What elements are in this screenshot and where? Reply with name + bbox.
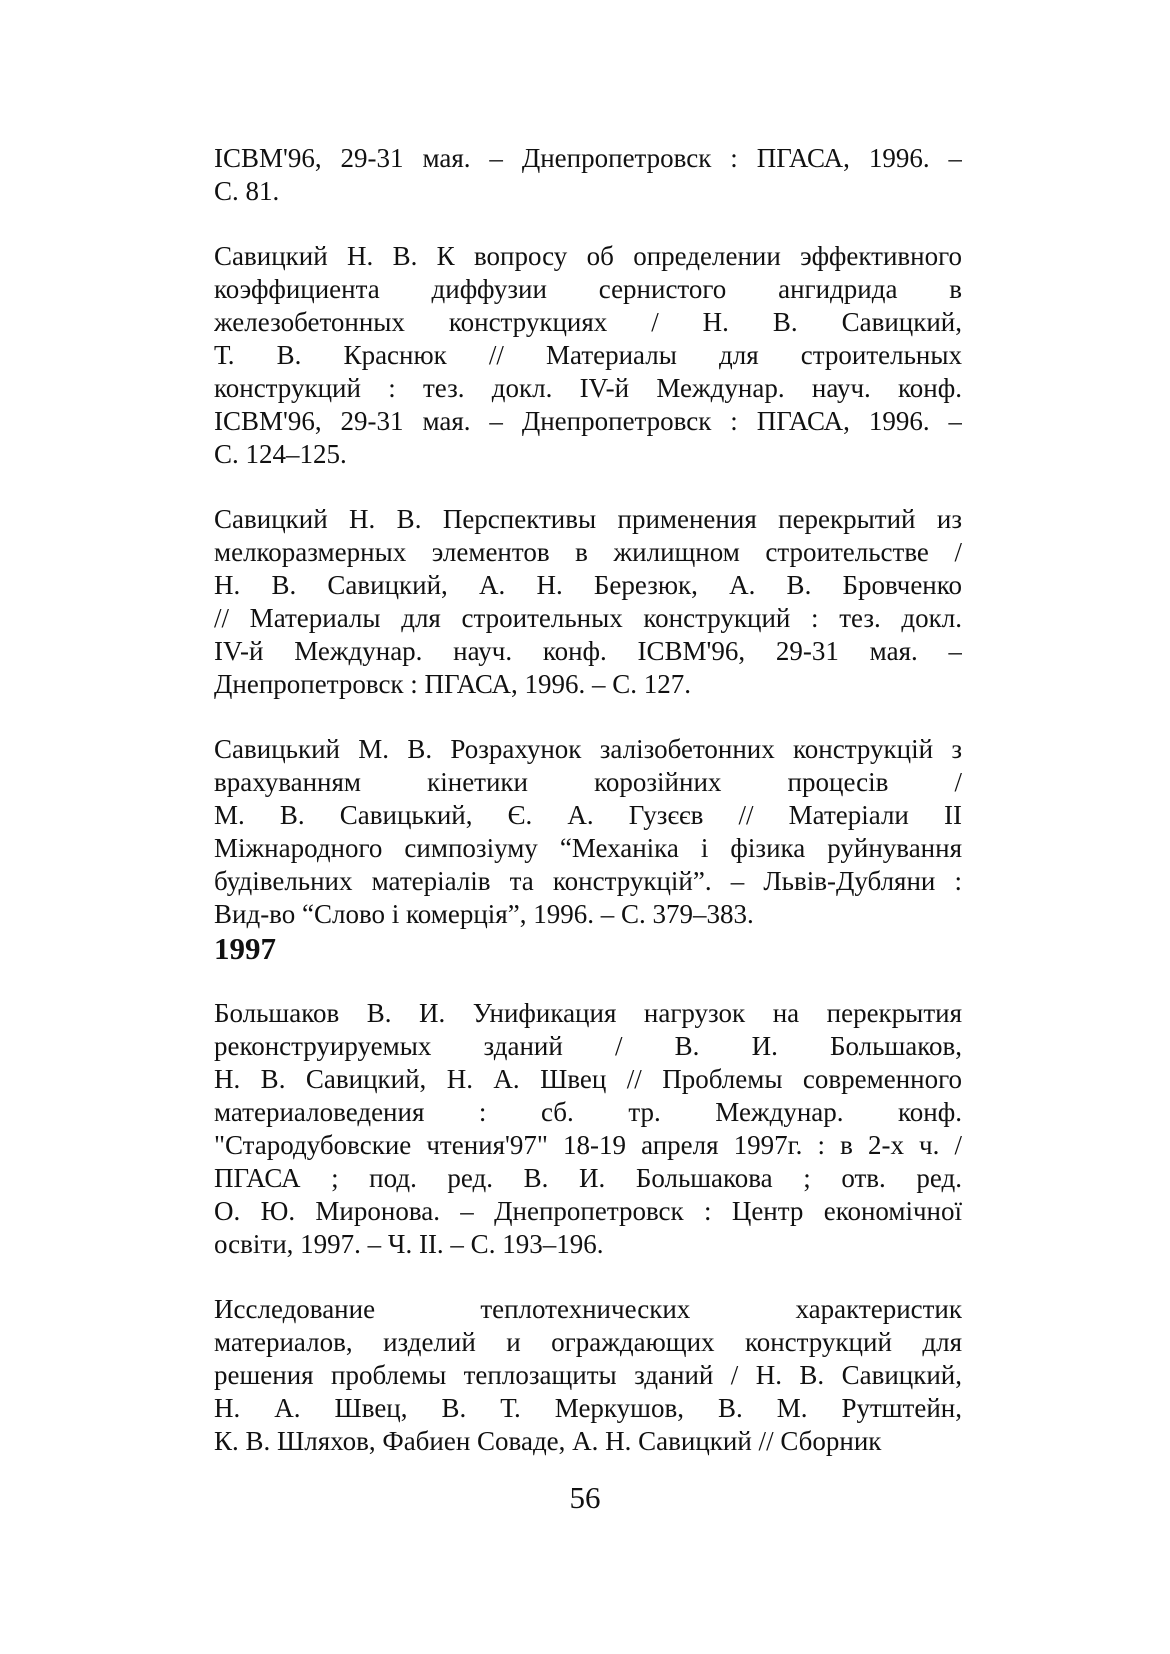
entry-line: С. 124–125. bbox=[214, 439, 347, 469]
entry-line: Большаков В. И. Унификация нагрузок на перекрытия bbox=[214, 998, 962, 1028]
entry-line: Т. В. Краснюк // Материалы для строительных bbox=[214, 340, 962, 370]
entry-line: Савицкий Н. В. Перспективы применения перекрытий из bbox=[214, 504, 962, 534]
entry-line: решения проблемы теплозащиты зданий / Н. В. Савицкий, bbox=[214, 1360, 962, 1390]
entry-line: К. В. Шляхов, Фабиен Соваде, А. Н. Савицкий // Сборник bbox=[214, 1426, 882, 1456]
entry-line: ICBM'96, 29-31 мая. – Днепропетровск : ПГАСА, 1996. – bbox=[214, 143, 962, 173]
year-heading: 1997 bbox=[214, 931, 276, 966]
bibliography-list-1997 bbox=[214, 997, 962, 1458]
document-page bbox=[214, 142, 962, 1490]
bibliography-entry bbox=[214, 142, 962, 208]
bibliography-entry bbox=[214, 1293, 962, 1458]
page-number: 56 bbox=[569, 1480, 601, 1515]
entry-line: Н. В. Савицкий, А. Н. Березюк, А. В. Бровченко bbox=[214, 570, 962, 600]
entry-line: Днепропетровск : ПГАСА, 1996. – С. 127. bbox=[214, 669, 692, 699]
bibliography-entry bbox=[214, 733, 962, 931]
entry-line: М. В. Савицький, Є. А. Гузєєв // Матеріали II bbox=[214, 800, 962, 830]
entry-line: Савицкий Н. В. К вопросу об определении эффективного bbox=[214, 241, 962, 271]
entry-line: Савицький М. В. Розрахунок залізобетонних конструкцій з bbox=[214, 734, 962, 764]
entry-line: О. Ю. Миронова. – Днепропетровск : Центр економічної bbox=[214, 1196, 962, 1226]
bibliography-entry bbox=[214, 240, 962, 471]
entry-line: материалов, изделий и ограждающих конструкций для bbox=[214, 1327, 962, 1357]
entry-line: Н. В. Савицкий, Н. А. Швец // Проблемы современного bbox=[214, 1064, 962, 1094]
entry-line: будівельних матеріалів та конструкцій”. – Львів-Дубляни : bbox=[214, 866, 962, 896]
entry-line: ПГАСА ; под. ред. В. И. Большакова ; отв. ред. bbox=[214, 1163, 962, 1193]
entry-line: железобетонных конструкциях / Н. В. Савицкий, bbox=[214, 307, 962, 337]
bibliography-entry bbox=[214, 997, 962, 1261]
entry-line: // Материалы для строительных конструкций : тез. докл. bbox=[214, 603, 962, 633]
entry-line: "Стародубовские чтения'97" 18-19 апреля 1997г. : в 2-х ч. / bbox=[214, 1130, 962, 1160]
entry-line: Н. А. Швец, В. Т. Меркушов, В. М. Рутштейн, bbox=[214, 1393, 962, 1423]
entry-line: коэффициента диффузии сернистого ангидрида в bbox=[214, 274, 962, 304]
entry-line: IV-й Междунар. науч. конф. ICBM'96, 29-31 мая. – bbox=[214, 636, 962, 666]
bibliography-entry bbox=[214, 503, 962, 701]
entry-line: Міжнародного симпозіуму “Механіка і фізика руйнування bbox=[214, 833, 962, 863]
entry-line: Вид-во “Слово і комерція”, 1996. – С. 379–383. bbox=[214, 899, 754, 929]
entry-line: конструкций : тез. докл. IV-й Междунар. науч. конф. bbox=[214, 373, 962, 403]
bibliography-list-1996 bbox=[214, 142, 962, 931]
entry-line: освіти, 1997. – Ч. II. – С. 193–196. bbox=[214, 1229, 604, 1259]
entry-line: врахуванням кінетики корозійних процесів / bbox=[214, 767, 962, 797]
entry-line: С. 81. bbox=[214, 176, 280, 206]
entry-line: Исследование теплотехнических характеристик bbox=[214, 1294, 962, 1324]
entry-line: материаловедения : сб. тр. Междунар. конф. bbox=[214, 1097, 962, 1127]
entry-line: реконструируемых зданий / В. И. Большаков, bbox=[214, 1031, 962, 1061]
entry-line: ICBM'96, 29-31 мая. – Днепропетровск : ПГАСА, 1996. – bbox=[214, 406, 962, 436]
entry-line: мелкоразмерных элементов в жилищном строительстве / bbox=[214, 537, 962, 567]
